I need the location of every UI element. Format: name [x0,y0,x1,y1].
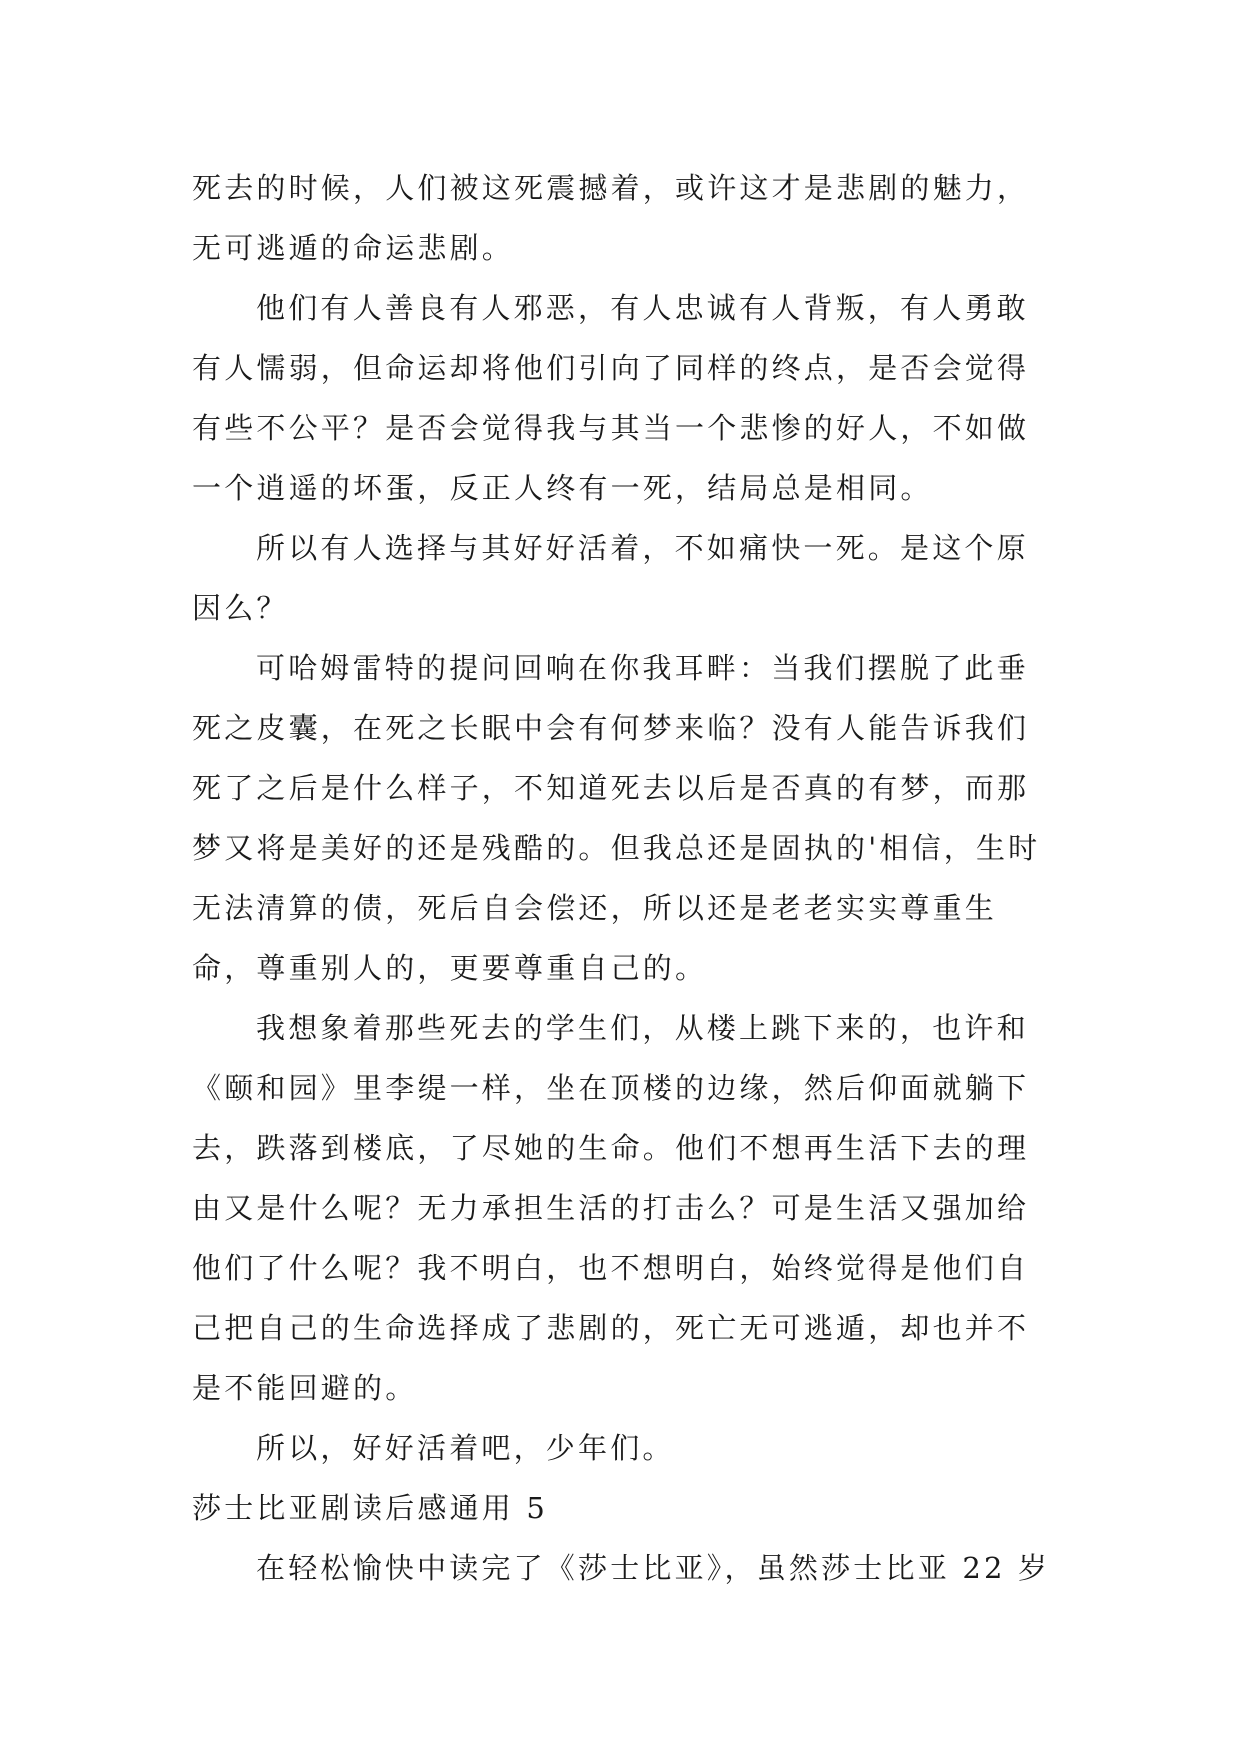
document-body [192,158,1052,1598]
paragraph: 可哈姆雷特的提问回响在你我耳畔：当我们摆脱了此垂死之皮囊，在死之长眠中会有何梦来临？没有人能告诉我们死了之后是什么样子，不知道死去以后是否真的有梦，而那梦又将是美好的还是残酷的。但我总还是固执的'相信，生时无法清算的债，死后自会偿还，所以还是老老实实尊重生命，尊重别人的，更要尊重自己的。 [192,651,1041,985]
paragraph: 在轻松愉快中读完了《莎士比亚》，虽然莎士比亚 22 岁 [256,1551,1051,1585]
paragraph: 所以，好好活着吧，少年们。 [256,1431,675,1465]
paragraph: 所以有人选择与其好好活着，不如痛快一死。是这个原因么？ [192,531,1029,625]
paragraph: 他们有人善良有人邪恶，有人忠诚有人背叛，有人勇敢有人懦弱，但命运却将他们引向了同样的终点，是否会觉得有些不公平？是否会觉得我与其当一个悲惨的好人，不如做一个逍遥的坏蛋，反正人终有一死，结局总是相同。 [192,291,1030,505]
paragraph: 我想象着那些死去的学生们，从楼上跳下来的，也许和《颐和园》里李缇一样，坐在顶楼的边缘，然后仰面就躺下去，跌落到楼底，了尽她的生命。他们不想再生活下去的理由又是什么呢？无力承担生活的打击么？可是生活又强加给他们了什么呢？我不明白，也不想明白，始终觉得是他们自己把自己的生命选择成了悲剧的，死亡无可逃遁，却也并不是不能回避的。 [192,1011,1030,1405]
section-heading: 莎士比亚剧读后感通用 5 [192,1491,549,1525]
paragraph-continuation: 死去的时候，人们被这死震撼着，或许这才是悲剧的魅力，无可逃遁的命运悲剧。 [192,171,1030,265]
